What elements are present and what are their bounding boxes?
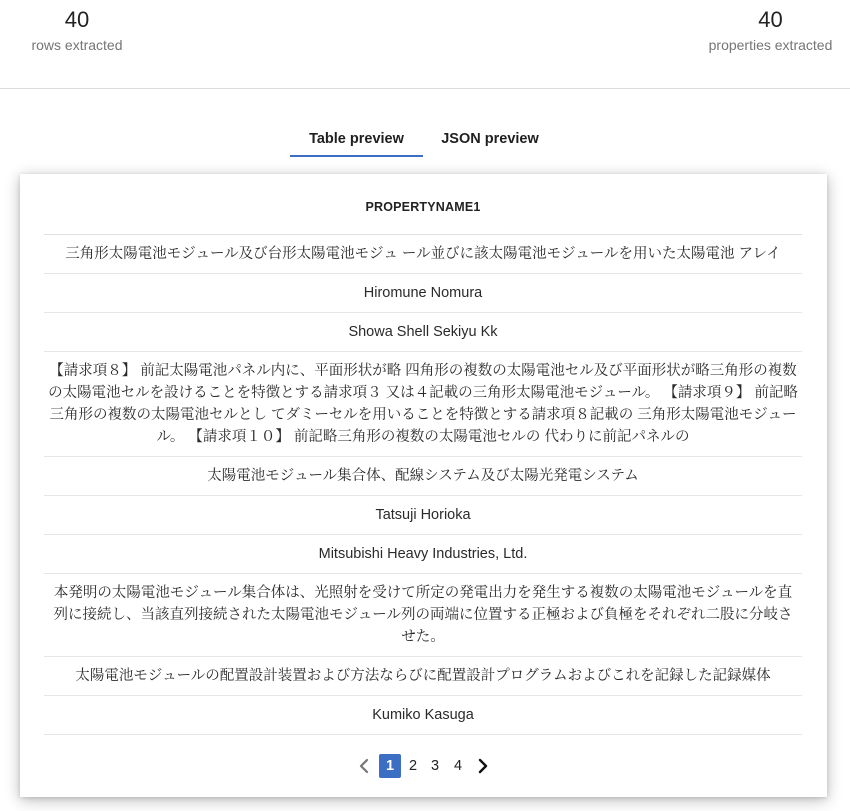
tab-table-preview[interactable]: Table preview bbox=[309, 131, 404, 147]
page-button-1[interactable]: 1 bbox=[379, 754, 401, 778]
table-row: Hiromune Nomura bbox=[44, 274, 802, 313]
pagination bbox=[20, 754, 827, 778]
rows-extracted-count: 40 bbox=[64, 7, 90, 32]
table-row: 三角形太陽電池モジュール及び台形太陽電池モジュ ール並びに該太陽電池モジュールを用いた太陽電池 アレイ bbox=[44, 235, 802, 274]
page-button-2[interactable]: 2 bbox=[408, 758, 418, 774]
table-row: 太陽電池モジュール集合体、配線システム及び太陽光発電システム bbox=[44, 457, 802, 496]
next-page-button[interactable] bbox=[476, 754, 490, 778]
table-row: 本発明の太陽電池モジュール集合体は、光照射を受けて所定の発電出力を発生する複数の太陽電池モジュールを直列に接続し、当該直列接続された太陽電池モジュール列の両端に位置する正極および負極をそれぞれ二股に分岐させた。 bbox=[44, 574, 802, 657]
chevron-left-icon bbox=[357, 754, 371, 778]
table-row: Kumiko Kasuga bbox=[44, 696, 802, 735]
active-tab-indicator bbox=[290, 155, 423, 157]
rows-extracted-stat bbox=[31, 6, 123, 55]
properties-extracted-stat bbox=[708, 6, 833, 55]
rows-extracted-label: rows extracted bbox=[31, 37, 123, 53]
column-header-propertyname1: PROPERTYNAME1 bbox=[44, 174, 802, 235]
page-button-4[interactable]: 4 bbox=[453, 758, 463, 774]
table-row: 【請求項８】 前記太陽電池パネル内に、平面形状が略 四角形の複数の太陽電池セル及び平面形状が略三角形の複数の太陽電池セルを設けることを特徴とする請求項３ 又は４記載の三角形太陽電池モジュール。 【請求項９】 前記略三角形の複数の太陽電池セルとし てダミーセルを用いることを特徴とする請求項８記載の 三角形太陽電池モジュール。 【請求項１０】 前記略三角形の複数の太陽電池セルの 代わりに前記パネルの bbox=[44, 352, 802, 457]
table-row: 太陽電池モジュールの配置設計装置および方法ならびに配置設計プログラムおよびこれを記録した記録媒体 bbox=[44, 657, 802, 696]
preview-table bbox=[44, 174, 802, 735]
previous-page-button[interactable] bbox=[357, 754, 371, 778]
properties-extracted-label: properties extracted bbox=[708, 37, 833, 53]
properties-extracted-count: 40 bbox=[758, 7, 783, 32]
table-preview-card bbox=[20, 174, 827, 797]
stats-bar bbox=[0, 0, 850, 89]
table-row: Tatsuji Horioka bbox=[44, 496, 802, 535]
table-row: Mitsubishi Heavy Industries, Ltd. bbox=[44, 535, 802, 574]
chevron-right-icon bbox=[476, 754, 490, 778]
preview-tabs bbox=[290, 124, 560, 158]
page-button-3[interactable]: 3 bbox=[430, 758, 440, 774]
table-row: Showa Shell Sekiyu Kk bbox=[44, 313, 802, 352]
tab-json-preview[interactable]: JSON preview bbox=[441, 131, 539, 147]
